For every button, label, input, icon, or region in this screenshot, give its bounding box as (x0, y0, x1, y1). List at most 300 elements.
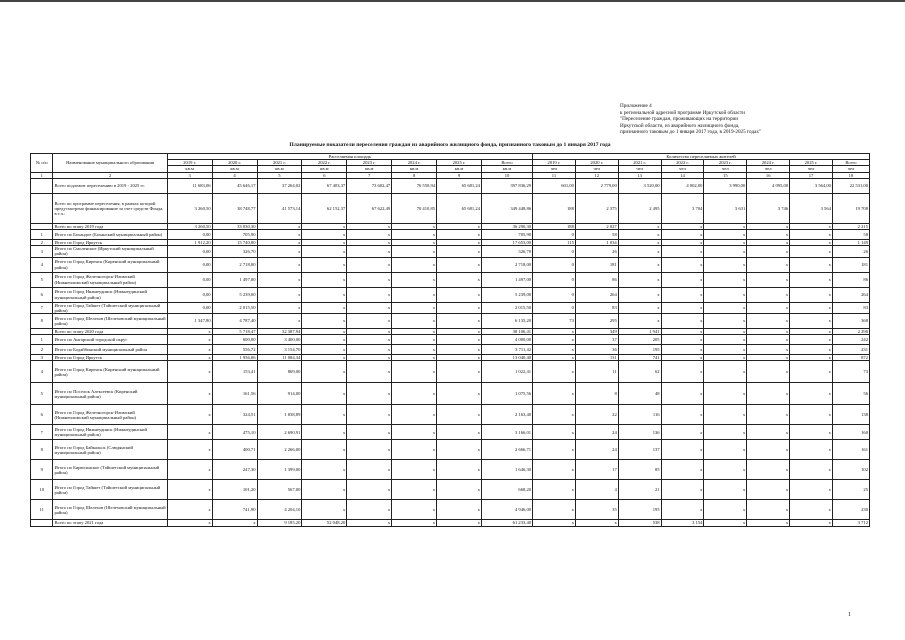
header-colnum: 7 (347, 172, 392, 178)
row-name: Итого по Поселок Алексеевск (Киренский муниципальный район) (53, 383, 167, 405)
row-value: x (257, 272, 302, 287)
row-value: x (392, 287, 437, 302)
row-value: 3 711,42 (481, 345, 532, 355)
header-unit: кв.м (167, 166, 212, 172)
row-value: 2 215 (832, 223, 869, 229)
row-value: 4 946,00 (481, 500, 532, 520)
table-row (31, 193, 870, 223)
header-year: Всего (832, 160, 869, 166)
row-value: x (533, 405, 576, 425)
row-value: 2 375 (575, 193, 618, 223)
row-value: x (747, 440, 790, 460)
row-number: 3 (31, 355, 53, 361)
row-value: 37 264,02 (257, 178, 302, 193)
row-value: 83 (832, 302, 869, 313)
header-colnum: 5 (257, 172, 302, 178)
row-value: x (392, 257, 437, 272)
row-value: 0 (533, 287, 576, 302)
header-year: 2020 г. (212, 160, 257, 166)
row-value: 2 015,50 (481, 302, 532, 313)
header-colnum: 16 (747, 172, 790, 178)
row-value: x (347, 246, 392, 257)
row-value: 1 497,00 (212, 272, 257, 287)
row-value: x (747, 425, 790, 440)
table-row (31, 405, 870, 425)
row-value: x (618, 272, 661, 287)
row-value: x (257, 314, 302, 329)
row-value: 1 347,80 (167, 314, 212, 329)
row-value: 2 666,71 (481, 440, 532, 460)
row-value: x (704, 361, 747, 383)
row-value: 0,00 (167, 246, 212, 257)
row-value: x (302, 425, 347, 440)
row-value: 36 (575, 345, 618, 355)
header-unit: чел (575, 166, 618, 172)
row-value: x (212, 520, 257, 526)
row-value: x (392, 500, 437, 520)
row-value: 17 (575, 460, 618, 480)
table-row (31, 440, 870, 460)
row-number: 10 (31, 480, 53, 500)
row-value: 58 (575, 230, 618, 240)
row-value: 1 075,56 (481, 383, 532, 405)
row-value: x (437, 383, 482, 405)
row-value: x (747, 272, 790, 287)
row-value: 264 (832, 287, 869, 302)
header-unit: чел (661, 166, 704, 172)
row-value: x (347, 520, 392, 526)
table-row (31, 345, 870, 355)
row-value: x (661, 230, 704, 240)
row-value: x (747, 335, 790, 345)
row-name: Всего по этапу 2020 года (53, 329, 167, 335)
row-value: x (347, 272, 392, 287)
row-value: 11 683,06 (167, 178, 212, 193)
row-value: x (302, 302, 347, 313)
row-value: x (302, 287, 347, 302)
row-value: 2 266,00 (257, 440, 302, 460)
row-value: x (302, 314, 347, 329)
header-unit: кв.м (437, 166, 482, 172)
row-name: Итого по Город Шелехов (Шелеховский муниципальный район) (53, 500, 167, 520)
row-value: 161 (832, 440, 869, 460)
row-value: x (704, 287, 747, 302)
table-row (31, 480, 870, 500)
row-value: 1 034 (575, 240, 618, 246)
row-value: x (347, 335, 392, 345)
row-name: Итого по Бодайбинский муниципальный район (53, 345, 167, 355)
row-value: x (167, 425, 212, 440)
row-value: 4 095,00 (747, 178, 790, 193)
row-value: 181 (832, 257, 869, 272)
row-value: 36 290,30 (481, 223, 532, 229)
row-number: 2 (31, 240, 53, 246)
row-value: x (302, 345, 347, 355)
row-value: 3 564 (790, 193, 833, 223)
row-value: x (302, 335, 347, 345)
row-name: Итого по Город Железногорск-Илимский (Нижнеилимский муниципальный район) (53, 272, 167, 287)
row-value: x (661, 361, 704, 383)
header-year: 2023 г. (704, 160, 747, 166)
row-value: x (257, 287, 302, 302)
row-number: 3 (31, 246, 53, 257)
row-value: 41 573,14 (257, 193, 302, 223)
row-value: x (661, 314, 704, 329)
row-number: 5 (31, 383, 53, 405)
row-value: x (257, 302, 302, 313)
resettlement-table (30, 153, 870, 527)
row-name: Итого по Город Байкальск (Слюдянский муниципальный район) (53, 440, 167, 460)
row-value: x (437, 302, 482, 313)
appendix-line: "Переселение граждан, проживающих на территории (620, 116, 739, 123)
row-number: 1 (31, 335, 53, 345)
header-unit: чел (747, 166, 790, 172)
row-value: x (437, 314, 482, 329)
row-value: x (533, 345, 576, 355)
row-name: Итого по Город Шелехов (Шелеховский муниципальный район) (53, 314, 167, 329)
row-value: x (392, 223, 437, 229)
row-value: 264 (575, 287, 618, 302)
row-value: 73 (832, 361, 869, 383)
row-value: x (704, 500, 747, 520)
table-row (31, 361, 870, 383)
row-value: 9 185,20 (257, 520, 302, 526)
row-value: 230 (832, 500, 869, 520)
row-value: 3 990,00 (704, 178, 747, 193)
row-value: x (302, 480, 347, 500)
row-value: x (347, 480, 392, 500)
row-number: 11 (31, 500, 53, 520)
row-value: 1 838,89 (257, 405, 302, 425)
row-value: 1 022,41 (481, 361, 532, 383)
header-colnum: 9 (437, 172, 482, 178)
row-value: x (437, 520, 482, 526)
row-value: 705,90 (481, 230, 532, 240)
row-value: 0,00 (167, 287, 212, 302)
table-row (31, 383, 870, 405)
row-value: 33 030,30 (212, 223, 257, 229)
header-colnum: 6 (302, 172, 347, 178)
row-value: x (347, 230, 392, 240)
row-value: 295 (575, 314, 618, 329)
row-value: 24 (575, 425, 618, 440)
row-value: x (704, 520, 747, 526)
header-people-group: Количество переселяемых жителей (533, 154, 870, 160)
row-value: x (392, 405, 437, 425)
row-value: 2 718,00 (212, 257, 257, 272)
row-value: 2 495 (618, 193, 661, 223)
row-value: 324,51 (212, 405, 257, 425)
row-value: 3 631 (704, 193, 747, 223)
row-value: x (747, 405, 790, 425)
table-body (31, 178, 870, 526)
row-value: x (437, 460, 482, 480)
header-colnum: 17 (790, 172, 833, 178)
row-value: x (790, 223, 833, 229)
appendix-line: Иркутской области, из аварийного жилищного фонда, (620, 122, 740, 129)
row-value: 914,00 (257, 383, 302, 405)
row-value: 70 410,85 (392, 193, 437, 223)
row-value: x (790, 361, 833, 383)
row-value: x (704, 230, 747, 240)
row-value: x (661, 345, 704, 355)
row-number: 4 (31, 361, 53, 383)
row-value: x (790, 440, 833, 460)
header-year: 2025 г. (790, 160, 833, 166)
table-row (31, 302, 870, 313)
row-number: 6 (31, 405, 53, 425)
row-value: x (167, 440, 212, 460)
row-value: x (533, 383, 576, 405)
header-unit: кв.м (257, 166, 302, 172)
row-value: x (347, 500, 392, 520)
row-value: x (661, 383, 704, 405)
row-value: 705,90 (212, 230, 257, 240)
row-value: x (661, 460, 704, 480)
row-value: 48 (618, 383, 661, 405)
row-value: x (747, 460, 790, 480)
header-year: 2020 г. (575, 160, 618, 166)
header-colnum: 12 (575, 172, 618, 178)
row-value: x (437, 230, 482, 240)
row-value: x (167, 345, 212, 355)
row-value: x (661, 440, 704, 460)
row-value: 3 712 (832, 520, 869, 526)
header-year: 2024 г. (747, 160, 790, 166)
row-value: 138 (832, 405, 869, 425)
row-value: x (392, 246, 437, 257)
table-row (31, 500, 870, 520)
row-value: x (661, 425, 704, 440)
row-value: 160 (832, 425, 869, 440)
header-colnum: 3 (167, 172, 212, 178)
row-value: x (747, 480, 790, 500)
row-value: 73 (533, 314, 576, 329)
header-colnum: 4 (212, 172, 257, 178)
row-value: 4 000,00 (481, 335, 532, 345)
row-value: x (392, 355, 437, 361)
header-colnum: 14 (661, 172, 704, 178)
row-value: x (661, 329, 704, 335)
row-name: Всего по программе переселения, в рамках которой предусмотрено финансирование за счет средств Фонда, в т.ч.: (53, 193, 167, 223)
appendix-line: Приложение 4 (620, 103, 652, 109)
row-value: x (747, 520, 790, 526)
row-value: x (347, 425, 392, 440)
row-value: x (302, 240, 347, 246)
row-value: x (661, 246, 704, 257)
row-value: 600,00 (212, 335, 257, 345)
row-value: x (437, 240, 482, 246)
row-number: 7 (31, 425, 53, 440)
row-value: 1 497,00 (481, 272, 532, 287)
header-year: 2023 г. (347, 160, 392, 166)
row-value: 11 (575, 361, 618, 383)
row-value: 3 704 (661, 193, 704, 223)
row-value: 32 387,94 (257, 329, 302, 335)
row-value: x (790, 383, 833, 405)
row-value: 62 152,37 (302, 193, 347, 223)
row-value: x (392, 314, 437, 329)
row-value: x (167, 480, 212, 500)
row-value: x (437, 405, 482, 425)
row-value: x (747, 500, 790, 520)
header-unit: кв.м (392, 166, 437, 172)
row-value: 3 746 (747, 193, 790, 223)
row-value: x (618, 302, 661, 313)
row-value: x (790, 246, 833, 257)
row-value: 205 (618, 335, 661, 345)
row-value: 326,70 (212, 246, 257, 257)
header-colnum: 15 (704, 172, 747, 178)
row-value: x (661, 405, 704, 425)
row-value: 38 106,41 (481, 329, 532, 335)
row-value: x (347, 345, 392, 355)
row-value: 4 002,00 (661, 178, 704, 193)
row-value: x (533, 329, 576, 335)
row-value: x (747, 355, 790, 361)
row-value: x (167, 520, 212, 526)
row-name: Итого по Город Киренск (Киренский муниципальный район) (53, 361, 167, 383)
row-value: x (704, 383, 747, 405)
row-value: x (618, 223, 661, 229)
row-value: x (661, 335, 704, 345)
row-value: x (747, 345, 790, 355)
row-value: 26 (832, 246, 869, 257)
row-value: x (347, 440, 392, 460)
row-value: 101,20 (212, 480, 257, 500)
row-value: x (302, 460, 347, 480)
row-value: 188 (533, 193, 576, 223)
row-value: x (302, 361, 347, 383)
row-value: x (533, 355, 576, 361)
row-value: 38 748,77 (212, 193, 257, 223)
row-value: 0 (533, 257, 576, 272)
header-colnum: 11 (533, 172, 576, 178)
row-value: 741,90 (212, 500, 257, 520)
row-value: x (790, 500, 833, 520)
row-value: 137 (618, 440, 661, 460)
row-value: 0 (533, 246, 576, 257)
row-value: x (704, 440, 747, 460)
row-value: x (437, 329, 482, 335)
row-value: x (302, 329, 347, 335)
row-value: x (747, 246, 790, 257)
row-value: x (533, 335, 576, 345)
row-value: x (302, 355, 347, 361)
row-value: 0 (533, 272, 576, 287)
row-value: x (302, 500, 347, 520)
row-name: Итого по Город Нижнеудинск (Нижнеудинский муниципальный район) (53, 425, 167, 440)
row-value: x (704, 425, 747, 440)
row-name: Итого по Город Железногорск-Илимский (Нижнеилимский муниципальный район) (53, 405, 167, 425)
row-value: x (347, 240, 392, 246)
row-value: x (790, 272, 833, 287)
header-year: Всего (481, 160, 532, 166)
row-name: Всего по этапу 2021 года (53, 520, 167, 526)
row-value: x (437, 287, 482, 302)
table-row (31, 314, 870, 329)
table-row (31, 425, 870, 440)
row-value: 3 260,50 (167, 223, 212, 229)
row-value: 3 260,50 (167, 193, 212, 223)
row-value: x (392, 480, 437, 500)
row-value: x (661, 355, 704, 361)
row-name: Итого по Ангарский городской округ (53, 335, 167, 345)
row-value: x (790, 240, 833, 246)
row-value: x (437, 361, 482, 383)
row-value: x (437, 223, 482, 229)
row-value: 349 448,86 (481, 193, 532, 223)
row-value: 1 399,00 (257, 460, 302, 480)
row-value: x (347, 460, 392, 480)
row-value: 11 084,34 (257, 355, 302, 361)
row-value: x (704, 460, 747, 480)
row-value: 136 (618, 425, 661, 440)
row-value: 102 (832, 460, 869, 480)
row-value: x (392, 302, 437, 313)
row-value: x (661, 287, 704, 302)
row-value: 0,00 (167, 230, 212, 240)
row-value: x (618, 246, 661, 257)
row-value: x (392, 460, 437, 480)
row-number: 8 (31, 440, 53, 460)
row-value: 368 (832, 314, 869, 329)
row-value: x (167, 361, 212, 383)
row-value: x (790, 460, 833, 480)
row-value: 85 (618, 460, 661, 480)
row-value: x (704, 345, 747, 355)
row-value: x (437, 335, 482, 345)
document-title: Планируемые показатели переселения граждан из аварийного жилищного фонда, признанного таковым до 1 января 2017 года (289, 142, 611, 148)
row-number: 8 (31, 314, 53, 329)
row-value: x (661, 480, 704, 500)
header-unit: кв.м (481, 166, 532, 172)
row-value: x (392, 230, 437, 240)
row-value: 181 (575, 257, 618, 272)
header-unit: кв.м (212, 166, 257, 172)
row-value: x (704, 246, 747, 257)
row-number (31, 193, 53, 223)
row-value: x (392, 440, 437, 460)
row-value: 67 403,37 (302, 178, 347, 193)
row-value: x (347, 405, 392, 425)
row-name: Итого по Город Иркутск (53, 355, 167, 361)
row-value: x (618, 230, 661, 240)
row-value: x (790, 405, 833, 425)
row-value: x (257, 240, 302, 246)
row-value: 37 (575, 335, 618, 345)
row-value: x (257, 246, 302, 257)
table-row (31, 520, 870, 526)
row-value: 26 (575, 246, 618, 257)
row-value: x (437, 246, 482, 257)
row-value: 2 027 (575, 223, 618, 229)
row-value: x (661, 240, 704, 246)
row-value: x (704, 405, 747, 425)
row-value: 1 646,30 (481, 460, 532, 480)
row-value: 869,00 (257, 361, 302, 383)
row-value: x (302, 405, 347, 425)
header-year: 2025 г. (437, 160, 482, 166)
row-value: 3 154 (661, 520, 704, 526)
row-value: x (392, 240, 437, 246)
row-value: x (618, 314, 661, 329)
header-unit: чел (533, 166, 576, 172)
row-value: x (661, 257, 704, 272)
row-value: x (347, 287, 392, 302)
row-value: x (790, 314, 833, 329)
row-value: x (618, 287, 661, 302)
